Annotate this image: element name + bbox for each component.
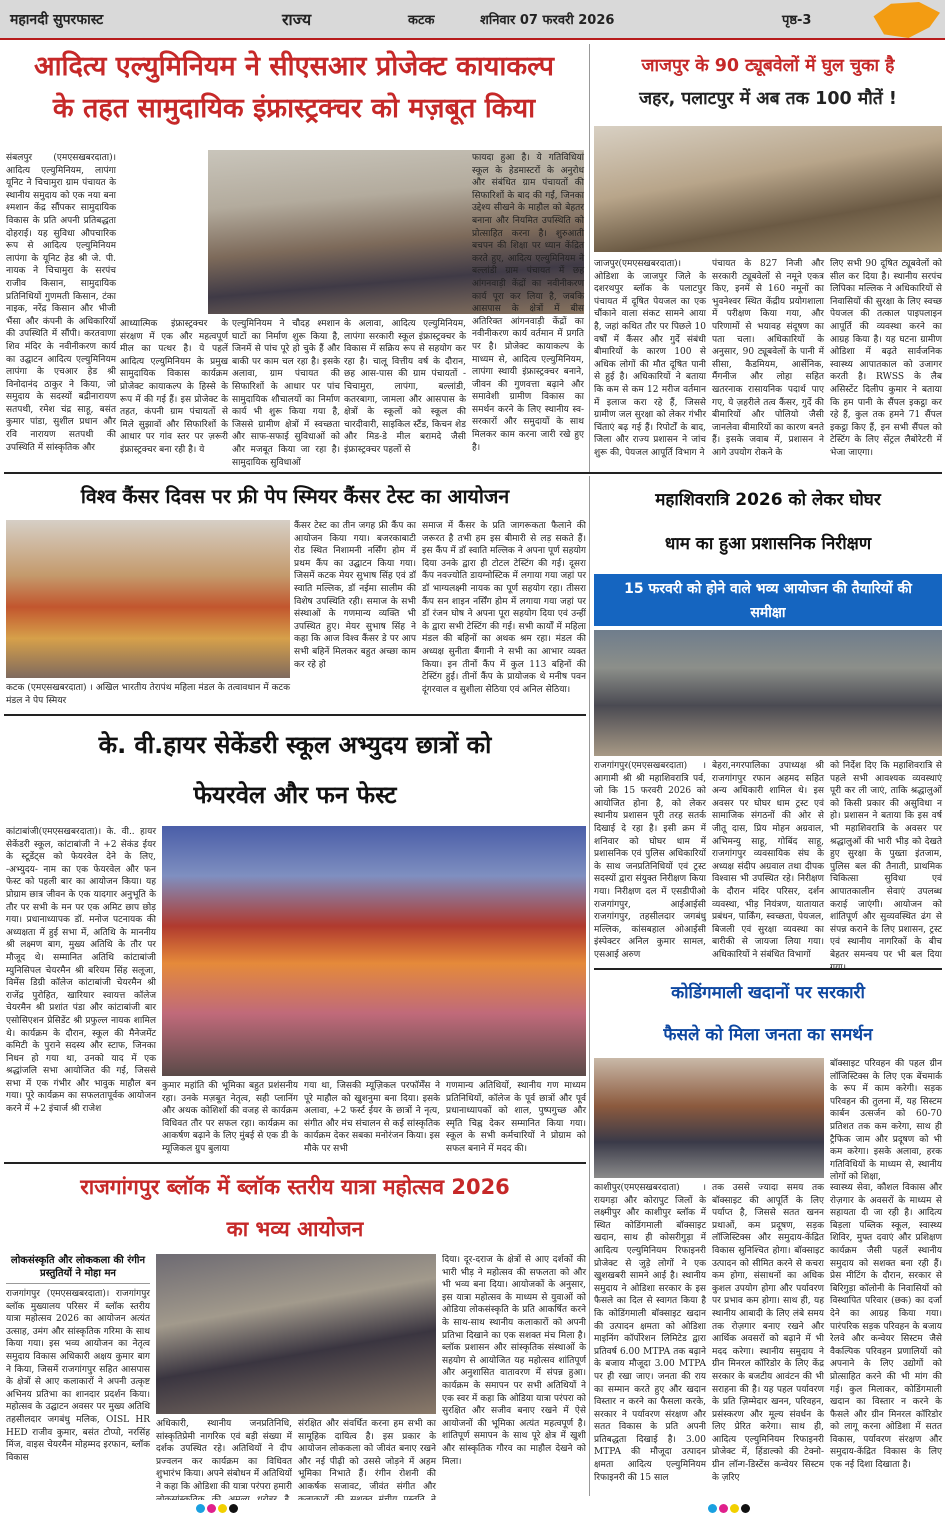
story7-col3: संरक्षित और संवर्धित करना हम सभी का सामूहिक दायित्व है। इस प्रकार के आयोजन लोककला को जीवंत बनाए रखने और नई पीढ़ी को उससे जोड़ने में अहम भूमिका निभाते हैं। रंगीन रोशनी की आकर्षक सजावट, जीवंत संगीत और — [298, 1419, 436, 1492]
registration-dot — [218, 1504, 227, 1513]
story2-headline — [594, 50, 942, 120]
story2-col3: लिए सभी 90 दूषित ट्यूबवेलों को सील कर दिया है। स्थानीय सरपंच लिपिका मल्लिक ने अधिकारियों से निवासियों की सुरक्षा के लिए स्वच्छ पेयजल की तत्काल पाइपलाइन आपूर्ति की व्यवस्था करने का आग्रह किया है। यह घटना ग्रामीण ओडिशा में बढ़ते सार्वजनिक स्वास्थ्य आपातकाल को उजागर करती है। RWSS के लैब असिस्टेंट दिलीप कुमार ने बताया कि हम पानी के सैंपल इकट्ठा कर रहे हैं, कुल तक हमने 71 सैंपल इकट्ठा किए हैं, इन सभी सैंपल को टेस्टिंग के लिए सेंट्रल लैबोरेटरी में भेजा जाएगा। — [830, 259, 942, 458]
story3-headline: विश्व कैंसर दिवस पर फ्री पेप स्मियर कैंसर टेस्ट का आयोजन — [80, 485, 510, 508]
story1-col1b — [120, 152, 206, 312]
story4-col3: को निर्देश दिए कि महाशिवरात्रि से पहले सभी आवश्यक व्यवस्थाएं पूरी कर ली जाएं, ताकि श्रद्धालुओं को किसी प्रकार की असुविधा न हो। प्रशासन ने बताया कि इस वर्ष भी महाशिवरात्रि के अवसर पर श्रद्धालुओं की भारी भीड़ को देखते हुए सुरक्षा के पुख्ता इंतजाम, पुलिस बल की तैनाती, प्राथमिक चिकित्सा सुविधा एवं आपातकालीन सेवाएं उपलब्ध कराई जाएंगी। आयोजन को शांतिपूर्ण और सुव्यवस्थित ढंग से संपन्न कराने के लिए प्रशासन, ट्रस्ट एवं स्थानीय नागरिकों के बीच बेहतर समन्वय पर भी बल दिया — [830, 761, 942, 960]
odisha-map-icon — [870, 2, 940, 38]
story6-headline-line2: फैसले को मिला जनता का समर्थन — [663, 1025, 873, 1045]
column-divider — [589, 44, 590, 474]
story2-col2: पंचायत के 827 निजी और सरकारी ट्यूबवेलों से नमूने एकत्र किए, इनमें से 160 नमूनों का भुवनेश्वर स्थित केंद्रीय प्रयोगशाला में परीक्षण किया गया, और परिणामों से भयावह संदूषण का पता चला। अधिकारियों के अनुसार, 90 ट्यूबवेलों के पानी में सीसा, कैडमियम, आर्सेनिक, मैंगनीज और लोहा सहित खतरनाक रासायनिक पदार्थ पाए गए, ये ज़हरीले तत्व कैंसर, गुर्दे की बीमारियों और पोलियो जैसी जानलेवा बीमारियों का कारण बनते हैं। इसके जवाब में, प्रशासन ने आगे उपयोग रोकने के — [712, 259, 824, 458]
story5-col-b1: कुमार महांति की भूमिका बहुत प्रशंसनीय रहा। उनके मज़बूत नेतृत्व, सही प्लानिंग और अथक कोशिशों की वजह से कार्यक्रम विधिवत तौर पर सफल रहा। कार्यक्रम का आकर्षण बढ़ाने के लिए मुंबई से एक डी के म्यूजिकल ग्रुप बुलाया — [162, 1081, 298, 1154]
registration-dot — [719, 1504, 728, 1513]
story5-photo — [162, 826, 586, 1076]
story5-headline — [4, 720, 586, 820]
story4-headline-line1: महाशिवरात्रि 2026 को लेकर घोघर — [655, 490, 881, 510]
story6-col-top: बॉक्साइट परिवहन की पहल ग्रीन लॉजिस्टिक्स के लिए एक बेंचमार्क के रूप में काम करेगी। सड़क परिवहन की तुलना में, यह सिस्टम कार्बन उत्सर्जन को 60-70 प्रतिशत तक कम करेगा, साथ ही ट्रैफिक जाम और प्रदूषण को भी कम करेगा। इसके अलावा, हरक गतिविधियों के माध्यम से, स्थानीय लोगों को शिक्षा, — [830, 1059, 942, 1183]
story4-photo — [594, 630, 942, 756]
column-divider — [589, 476, 590, 1496]
horizontal-rule — [4, 1162, 586, 1164]
story7-col4: दिया। दूर-दराज के क्षेत्रों से आए दर्शकों की भारी भीड़ ने महोत्सव की सफलता को और भी भव्य बना दिया। आयोजकों के अनुसार, इस यात्रा महोत्सव के माध्यम से युवाओं को ओडिया लोकसंस्कृति के प्रति आकर्षित करने के साथ-साथ स्थानीय कलाकारों को अपनी प्रतिभा दिखाने का एक सशक्त मंच मिला है। ब्लॉक प्रशासन और सांस्कृतिक संस्थाओं के सहयोग से आयोजित यह महोत्सव शांतिपूर्ण और अनुशासित वातावरण में संपन्न हुआ। कार्यक्रम के समापन पर सभी अतिथियों ने एक स्वर में कहा कि ओडिया यात्रा परंपरा को सुरक्षित और सजीव बनाए रखने में ऐसे आयोजनों की भूमिका अत्यंत महत्वपूर्ण है। शांतिपूर्ण समापन के साथ पूरे क्षेत्र में खुशी और सांस्कृतिक गौरव का माहौल देखने को मिला। — [442, 1255, 586, 1467]
horizontal-rule — [4, 472, 942, 474]
story1-headline — [4, 46, 584, 146]
story6-col3: स्वास्थ्य सेवा, कौशल विकास और रोज़गार के अवसरों के माध्यम से सहायता दी जा रही है। आदित्य बिड़ला पब्लिक स्कूल, स्वास्थ्य शिविर, मुफ्त दवाएं और प्रशिक्षण कार्यक्रम जैसी पहलें स्थानीय समुदाय को सशक्त बना रही हैं। प्रेस मीटिंग के दौरान, सरकार से बिरिगुड़ा कॉलोनी के निवासियों को विस्थापित परिवार (छक) का दर्जा देने का आग्रह किया गया। पारंपरिक सड़क परिवहन के बजाय रेलवे और कन्वेयर सिस्टम जैसे वैकल्पिक परिवहन प्रणालियों को अपनाने के लिए उद्योगों को प्रोत्साहित करने की भी मांग की गई। कुल मिलाकर, कोडिंगमाली खदान का विस्तार न करने के फैसले और ग्रीन मिनरल कॉरिडोर को लागू करना ओडिशा में सतत विकास, पर्यावरण संरक्षण और समुदाय-केंद्रित विकास के लिए एक नई दिशा दिखाता है। — [830, 1183, 942, 1471]
story5-headline-line2: फेयरवेल और फन फेस्ट — [193, 781, 397, 809]
story3-photo — [6, 520, 290, 678]
registration-dot — [741, 1504, 750, 1513]
story7-headline-line1: राजगांगपुर ब्लॉक में ब्लॉक स्तरीय यात्रा महोत्सव 2026 — [80, 1175, 510, 1199]
story4-headline-line2: धाम का हुआ प्रशासनिक निरीक्षण — [664, 534, 872, 554]
print-registration-marks — [0, 1500, 945, 1519]
story2-col1: जाजपुर(एमएसखबरदाता)। ओडिशा के जाजपुर जिले के दशरथपुर ब्लॉक के पलाटपुर पंचायत में दूषित पेयजल का एक चौंकाने वाला संकट सामने आया है, जहां कथित तौर पर पिछले 10 वर्षों में कैंसर और गुर्दे संबंधी बीमारियों के कारण 100 से अधिक लोगों की मौत दूषित पानी से हुई है। अधिकारियों ने बताया कि कम से कम 12 मरीज वर्तमान में इलाज करा रहे हैं, जिससे ग्रामीण जल सुरक्षा को लेकर गंभीर चिंताएं बढ़ गई हैं। रिपोर्टों के बाद, जिला और राज्य प्रशासन ने जांच शुरू की, पेयजल आपूर्ति विभाग ने — [594, 259, 706, 458]
registration-dot — [229, 1504, 238, 1513]
story6-photo — [594, 1058, 824, 1178]
registration-dot — [207, 1504, 216, 1513]
story2-headline-line1: जाजपुर के 90 ट्यूबवेलों में घुल चुका है — [641, 56, 895, 76]
story4-col1: राजगांगपुर(एमएसखबरदाता) । आगामी श्री श्री महाशिवरात्रि पर्व, जो कि 15 फरवरी 2026 को आयोजित होना है, को लेकर स्थानीय प्रशासन पूरी तरह सतर्क दिखाई दे रहा है। इसी क्रम में शनिवार को घोघर धाम में प्रशासनिक एवं पुलिस अधिकारियों के साथ जनप्रतिनिधियों एवं ट्रस्ट सदस्यों द्वारा संयुक्त निरीक्षण किया गया। निरीक्षण दल में एसडीपीओ राजगांगपुर, आईआईसी राजगांगपुर, तहसीलदार जगबंधु मल्लिक, कांसबहाल ओआईसी इंस्पेक्टर अनिल कुमार सामल, एसआई अरुण — [594, 761, 706, 960]
page-number: पृष्ठ-3 — [782, 13, 812, 28]
story6-col1: काशीपुर(एमएसखबरदाता) । रायगड़ा और कोरापुट जिलों के लक्ष्मीपुर और काशीपुर ब्लॉक में स्थित कोडिंगमाली बॉक्साइट खदान, साथ ही कोसरीगुड़ा में आदित्य एल्युमिनियम रिफाइनरी प्रोजेक्ट से जुड़े लोगों ने एक खुशखबरी सामने आई है। स्थानीय समुदाय ने ओडिशा सरकार के इस फैसले का दिल से स्वागत किया है कि कोडिंगमाली बॉक्साइट खदान की उत्पादन क्षमता को ओडिशा माइनिंग कॉर्पोरेशन लिमिटेड द्वारा प्रतिवर्ष 6.00 MTPA तक बढ़ाने के बजाय मौजूदा 3.00 MTPA पर ही रखा जाए। जनता की राय का सम्मान करते हुए और खदान विस्तार न करने का फैसला करके, सरकार ने पर्यावरण संरक्षण और सतत विकास के प्रति अपनी प्रतिबद्धता दिखाई है। 3.00 MTPA की मौजूदा उत्पादन क्षमता आदित्य एल्युमिनियम रिफाइनरी की 15 साल — [594, 1183, 706, 1483]
story2-photo — [594, 126, 942, 252]
story1-col4: के अलावा, आदित्य एल्युमिनियम, लापंगा सरकारी स्कूल इंफ्रास्ट्रक्चर के विकास में सक्रिय रूप से सहयोग कर रहा है। चालू वित्तीय वर्ष के दौरान, छह आस-पास की ग्राम पंचायतों - चिचामुरा, लापंगा, बल्लांडी, कतरबागा, जामला और आसपास के क्षेत्रों के स्कूलों को स्कूल की चारदीवारी, साइकिल स्टैंड, किचन शेड और मिड-डे मील बरामदे जैसी इंफ्रास्ट्रक्चर पहलों से — [344, 319, 466, 455]
story1-col1: संबलपुर (एमएसखबरदाता)। आदित्य एल्युमिनियम, लापंगा यूनिट ने चिचामुरा ग्राम पंचायत के स्थानीय समुदाय को एक नया बना श्मशान केंद्र सौंपकर सामुदायिक विकास के प्रति अपनी प्रतिबद्धता दोहराई। यह सुविधा औपचारिक रूप से आदित्य एल्युमिनियम लापंगा के यूनिट हेड श्री जे. पी. नायक ने चिचामुरा के सरपंच राजीव किसान, सामुदायिक प्रतिनिधियों गुणमती किसान, टंका नाइक, नरेंद्र किसान और भीजी भैंसा और कंपनी के अधिकारियों की उपस्थिति में सौंपी। करतवाणा शिव मंदिर के नवीनीकरण कार्य का उद्घाटन आदित्य एल्युमिनियम लापंगा के एचआर हेड श्री विनोदानंद ठाकुर ने किया, जो समुदाय के सदस्यों बद्रीनारायण सतपथी, रमेश चंद्र साहू, बसंत कुमार पांडा, सुशील प्रधान और रवि नारायण सतपथी की उपस्थिति में सांस्कृतिक और — [6, 153, 116, 453]
story1-col5: फायदा हुआ है। ये गतिविधियां स्कूल के हेडमास्टरों के अनुरोध और संबंधित ग्राम पंचायतों की सिफारिशों के बाद की गईं, जिनका उद्देश्य सीखने के माहौल को बेहतर बनाना और नियमित उपस्थिति को प्रोत्साहित करना है। शुरुआती बचपन की शिक्षा पर ध्यान केंद्रित करते हुए, आदित्य एल्युमिनियम ने बल्लांडी ग्राम पंचायत में छह आंगनवाड़ी केंद्रों का नवीनीकरण कार्य पूरा कर लिया है, जबकि आसपास के क्षेत्रों में बीस अतिरिक्त आंगनवाड़ी केंद्रों का नवीनीकरण कार्य वर्तमान में प्रगति पर है। प्रोजेक्ट कायाकल्प के माध्यम से, आदित्य एल्युमिनियम, लापंगा स्थायी इंफ्रास्ट्रक्चर बनाने, जीवन की गुणवत्ता बढ़ाने और समावेशी ग्रामीण विकास का समर्थन करने के लिए स्थानीय स्व-सरकारों और समुदायों के साथ मिलकर काम करना जारी रखे हुए है। — [472, 153, 584, 453]
story5-col-b2: गया था, जिसकी म्यूज़िकल परफॉर्मेंस ने पूरे माहौल को खुशनुमा बना दिया। इसके अलावा, +2 फर्स्ट ईयर के छात्रों ने नृत्य, संगीत और मंच संचालन से कई सांस्कृतिक कार्यक्रम देकर सबका मनोरंजन किया। इस मौके पर सभी — [304, 1081, 440, 1154]
story7-subhead: लोकसंस्कृति और लोककला की रंगीन प्रस्तुतियों ने मोहा मन — [6, 1254, 150, 1284]
horizontal-rule — [4, 714, 586, 716]
story7-headline — [4, 1166, 586, 1250]
story2-headline-line2: जहर, पलाटपुर में अब तक 100 मौतें ! — [639, 89, 897, 109]
story4-headline — [594, 478, 942, 570]
story5-col-left: कांटाबांजी(एमएसखबरदाता)। के. वी.. हायर सेकेंडरी स्कूल, कांटाबांजी ने +2 सेकंड ईयर के स्टूडेंट्स को फेयरवेल देने के लिए, -अभ्युदय- नाम का एक फेयरवेल और फन फेस्ट को पहली बार का आयोजन किया। यह प्रोग्राम छात्र जीवन के एक यादगार अनुभूति के तौर पर सभी के मन पर एक अमिट छाप छोड़ गया। प्रधानाध्यापक डॉ. मनोज पटनायक की अध्यक्षता में हुई सभा में, अतिथि के माननीय श्री लक्ष्मण बाग, मुख्य अतिथि के तौर पर मौजूद थे। सम्मानित अतिथि कांटाबांजी म्युनिसिपल चेयरमैन श्री बरियम सिंह सलूजा, विमेंस डिग्री कॉलेज कांटाबांजी चेयरमैन श्री राजेंद्र पुरोहित, खारियार स्वायत्त कॉलेज चेयरमैन श्री प्रशांत पंडा और कांटाबांजी बार एसोसिएशन प्रेसिडेंट श्री प्रफुल्ल नायक शामिल थे। कार्यक्रम के दौरान, स्कूल की मैनेजमेंट कमिटी के पुराने सदस्य और स्टाफ, जिनका निधन हो गया था, उनको याद में एक श्रद्धांजलि सभा आयोजित की गई, जिससे सभा में एक गंभीर और भावुक माहौल बन गया। पूरे कार्यक्रम का सफलतापूर्वक आयोजन करने में +2 इंचार्ज श्री राजेश — [6, 827, 156, 1115]
story3-col1: कैंसर टेस्ट का तीन जगह फ्री कैंप का आयोजन किया गया। बजरकाबाटी रोड स्थित निशामनी नर्सिंग होम में प्रथम कैंप का उद्घाटन किया गया। जिसमें कटक मेयर सुभाष सिंह एवं डॉ स्वाति मल्लिक, डॉ नईमा सालीम की विशेष उपस्थिति रही। समाज के सभी संस्थाओं के गणमान्य व्यक्ति भी उपस्थित हुए। मेयर सुभाष सिंह ने कहा कि आज विश्व कैंसर डे पर आप सभी बहिनें मिलकर बहुत अच्छा काम कर रहे हो — [294, 521, 416, 670]
story4-banner: 15 फरवरी को होने वाले भव्य आयोजन की तैयारियों की समीक्षा — [594, 574, 942, 626]
story7-col1: राजगांगपुर (एमएसखबरदाता)। राजगांगपुर ब्लॉक मुख्यालय परिसर में ब्लॉक स्तरीय यात्रा महोत्सव 2026 का आयोजन अत्यंत उत्साह, उमंग और सांस्कृतिक गरिमा के साथ किया गया। इस भव्य आयोजन का नेतृत्व समुदाय विकास अधिकारी अक्षय कुमार बाग ने किया, जिसमें राजगांगपुर सहित आसपास के क्षेत्रों से आए कलाकारों ने अपनी उत्कृष्ट अभिनय प्रतिभा का शानदार प्रदर्शन किया। महोत्सव के उद्घाटन अवसर पर मुख्य अतिथि तहसीलदार जगबंधु मलिक, OISL HR HED राजीव कुमार, बसंत टोप्पो, नरसिंह मिंज, वाइस चेयरमैन मोहम्मद इरफान, ब्लॉक विकास — [6, 1289, 150, 1463]
story4-col2: बेहरा,नगरपालिका उपाध्यक्ष श्री राजगांगपुर रफान अहमद सहित अन्य अधिकारी शामिल थे। इस अवसर पर घोघर धाम ट्रस्ट एवं सामाजिक संगठनों की ओर से जीतू दास, प्रिय मोहन अग्रवाल, अभिमन्यु साहू, गोबिंद साहू, राजगांगपुर व्यवसायिक संघ के अध्यक्ष संदीप अग्रवाल तथा दीपक विश्वास भी उपस्थित रहे। निरीक्षण के दौरान मंदिर परिसर, दर्शन व्यवस्था, भीड़ नियंत्रण, यातायात प्रबंधन, पार्किंग, स्वच्छता, पेयजल, बिजली एवं सुरक्षा व्यवस्था का बारीकी से जायजा लिया गया। अधिकारियों ने संबंधित विभागों — [712, 761, 824, 960]
story1-headline-line2: के तहत सामुदायिक इंफ्रास्ट्रक्चर को मज़बूत किया — [52, 92, 536, 124]
story1-col3: एल्युमिनियम ने चौदह श्मशान घाटों का निर्माण शुरू किया है, जिनमें से पांच पूरे हो चुके हैं और बाकी पर काम चल रहा है। इसके अलावा, ग्राम पंचायत की सिफारिशों के आधार पर पांच सामुदायिक शौचालयों का निर्माण कार्य भी शुरू किया गया है, जिससे ग्रामीण क्षेत्रों में स्वच्छता और साफ-सफाई सुविधाओं को और मजबूत किया जा रहा है। सामुदायिक सुविधाओं — [232, 319, 340, 468]
story7-col2: अधिकारी, स्थानीय जनप्रतिनिधि, सांस्कृतिप्रेमी नागरिक एवं बड़ी संख्या में दर्शक उपस्थित रहे। अतिथियों ने दीप प्रज्वलन कर कार्यक्रम का विधिवत शुभारंभ किया। अपने संबोधन में अतिथियों ने कहा कि ओडिशा की यात्रा परंपरा हमारी — [156, 1419, 292, 1492]
registration-dot — [730, 1504, 739, 1513]
story7-headline-line2: का भव्य आयोजन — [226, 1217, 364, 1241]
section-name: राज्य — [282, 10, 312, 29]
story3-caption: कटक (एमएसखबरदाता) । अखिल भारतीय तेरापंथ महिला मंडल के तत्वावधान में कटक मंडल ने पेप स्मियर — [6, 683, 290, 706]
story6-headline — [594, 972, 942, 1056]
issue-date: शनिवार 07 फरवरी 2026 — [480, 13, 615, 28]
story7-photo — [156, 1254, 436, 1414]
story6-headline-line1: कोडिंगमाली खदानों पर सरकारी — [671, 983, 865, 1003]
story3-col2: समाज में कैंसर के प्रति जागरूकता फैलाने की जरूरत है तभी हम इस बीमारी से लड़ सकते हैं। इस कैंप में डॉ स्वाति मल्लिक ने अपना पूर्ण सहयोग दिया उनके द्वारा ही टोटल टेस्टिंग की गई। दूसरा कैंप नवज्योति डायग्नोस्टिक में लगाया गया जहां पर डॉ भाग्यलक्ष्मी नायक का पूर्ण सहयोग रहा। तीसरा कैंप सन शाइन नर्सिंग होम में लगाया गया जहां पर डॉ रंजन घोष ने अपना पूरा सहयोग दिया एवं उन्हीं के द्वारा सभी टेस्टिंग की गई। सभी कार्यों में महिला मंडल की बहिनों का अथक श्रम रहा। मंडल की अध्यक्ष सुनीता बैंगानी ने सभी का आभार व्यक्त किया। इन तीनों कैंप में कुल 113 बहिनों की टेस्टिंग हुई। तीनों कैंप के प्रायोजक थे मनीष पवन दूंगरवाल व सुशीला सेठिया एवं अनिल सेठिया। — [422, 521, 586, 695]
paper-name: महानदी सुपरफास्ट — [10, 12, 104, 28]
story1-col2: आध्यात्मिक इंफ्रास्ट्रक्चर के संरक्षण में एक और महत्वपूर्ण मील का पत्थर है। ये पहलें आदित्य एल्युमिनियम के प्रमुख सामुदायिक विकास कार्यक्रम प्रोजेक्ट कायाकल्प के हिस्से के रूप में की गई हैं। इस प्रोजेक्ट के तहत, कंपनी ग्राम पंचायतों से मिले सुझावों और सिफारिशों के आधार पर गांव स्तर पर ज़रूरी इंफ्रास्ट्रक्चर बना रही है। ये — [120, 319, 228, 455]
city-name: कटक — [408, 13, 435, 28]
story1-headline-line1: आदित्य एल्युमिनियम ने सीएसआर प्रोजेक्ट कायाकल्प — [33, 51, 555, 82]
story6-col2: तक उससे ज्यादा समय तक बॉक्साइट की आपूर्ति के लिए पर्याप्त है, जिससे सतत खनन प्रथाओं, कम प्रदूषण, सड़क लॉजिस्टिक्स और समुदाय-केंद्रित विकास सुनिश्चित होगा। बॉक्साइट उत्पादन को सीमित करने से कचरा कम होगा, संसाधनों का अधिक कुशल उपयोग होगा और पर्यावरण पर प्रभाव कम होगा। साथ ही, यह स्थानीय आबादी के लिए लंबे समय तक रोज़गार बनाए रखने और आर्थिक अवसरों को बढ़ाने में भी मदद करेगा। स्थानीय समुदाय ने ग्रीन मिनरल कॉरिडोर के लिए केंद्र सरकार के बजटीय आवंटन की भी सराहना की है। यह पहल पर्यावरण के प्रति ज़िम्मेदार खनन, परिवहन, प्रसंस्करण और मूल्य संवर्धन के लिए प्रेरित करेगा। साथ ही, आदित्य एल्युमिनियम रिफाइनरी प्रोजेक्ट में, हिंडाल्को की टेक्नो-ग्रीन लॉन्ग-डिस्टेंस कन्वेयर सिस्टम के ज़रिए — [712, 1183, 824, 1483]
registration-dot — [708, 1504, 717, 1513]
horizontal-rule — [594, 968, 942, 970]
page-header — [0, 0, 945, 40]
registration-dot — [196, 1504, 205, 1513]
story5-col-b3: गणमान्य अतिथियों, स्थानीय गण माध्यम प्रतिनिधियों, कॉलेज के पूर्व छात्रों और पूर्व प्रधानाध्यापकों को शाल, पुष्पगुच्छ और स्मृति चिह्न देकर सम्मानित किया गया। स्कूल के सभी कर्मचारियों ने प्रोग्राम को सफल बनाने में मदद की। — [446, 1081, 586, 1154]
story5-headline-line1: के. वी.हायर सेकेंडरी स्कूल अभ्युदय छात्रों को — [98, 731, 492, 759]
